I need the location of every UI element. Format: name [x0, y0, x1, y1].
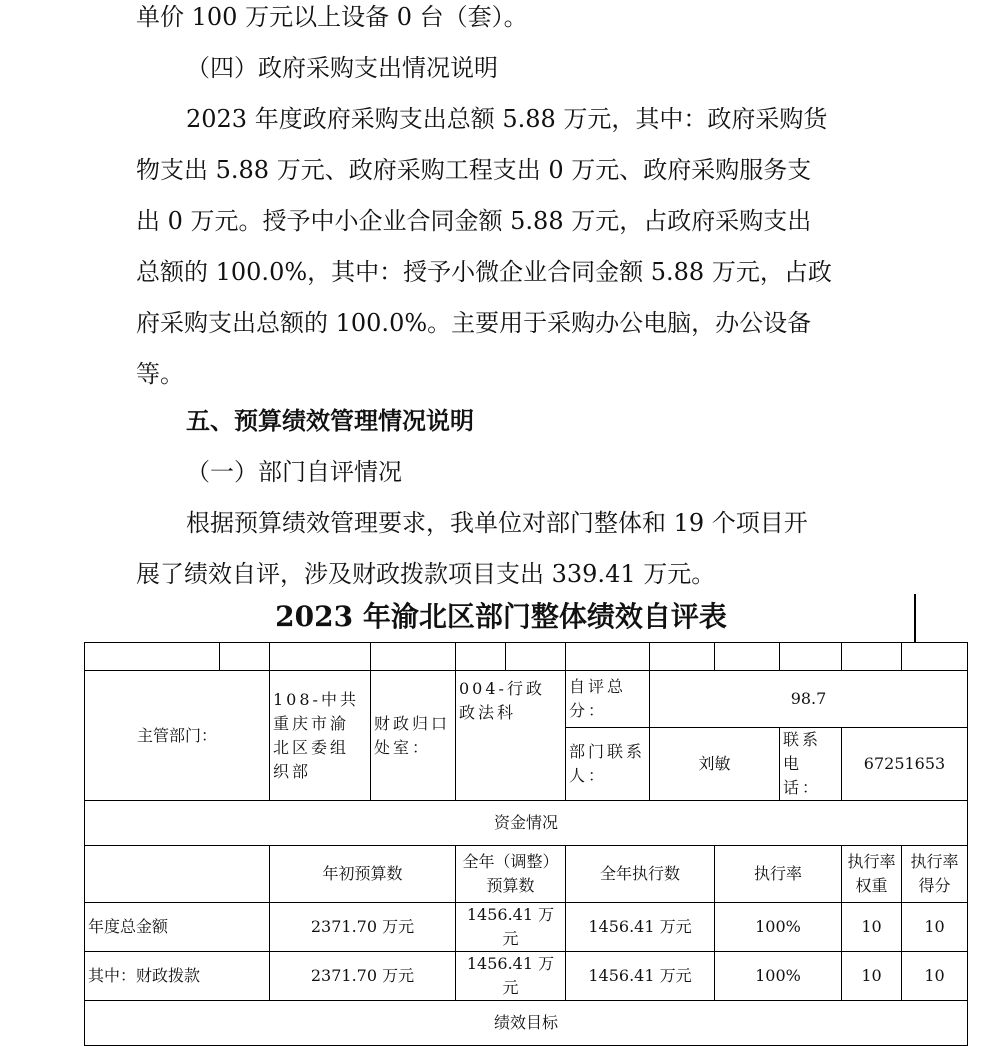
- blank-row: [85, 643, 968, 671]
- table-row: [85, 952, 968, 1001]
- funds-section-header: 资金情况: [85, 801, 968, 846]
- table-row: [85, 1001, 968, 1046]
- header-weight: 执行率权重: [842, 846, 902, 903]
- paragraph-line: 等。: [136, 360, 184, 388]
- table-row: [85, 903, 968, 952]
- cell-executed: 1456.41 万元: [566, 903, 715, 952]
- row-label: 年度总金额: [85, 903, 270, 952]
- header-adjusted-budget: 全年（调整）预算数: [456, 846, 566, 903]
- dept-value: 108-中共重庆市渝北区委组织部: [270, 671, 371, 801]
- table-title: 2023 年渝北区部门整体绩效自评表: [275, 600, 727, 633]
- contact-label: 部门联系人：: [566, 728, 650, 801]
- phone-value: 67251653: [842, 728, 968, 801]
- phone-label: 联系电话：: [780, 728, 842, 801]
- paragraph-line: 根据预算绩效管理要求，我单位对部门整体和 19 个项目开: [186, 509, 808, 537]
- row-label: 其中：财政拨款: [85, 952, 270, 1001]
- header-initial-budget: 年初预算数: [270, 846, 456, 903]
- header-blank: [85, 846, 270, 903]
- contact-value: 刘敏: [650, 728, 780, 801]
- table-row: [85, 671, 968, 728]
- cell-weight: 10: [842, 903, 902, 952]
- paragraph-line: 2023 年度政府采购支出总额 5.88 万元，其中：政府采购货: [186, 105, 828, 133]
- score-value: 98.7: [650, 671, 968, 728]
- dept-label: 主管部门：: [85, 671, 270, 801]
- cell-executed: 1456.41 万元: [566, 952, 715, 1001]
- subsection-heading: （一）部门自评情况: [186, 458, 402, 486]
- cell-rate: 100%: [715, 952, 842, 1001]
- goals-section-header: 绩效目标: [85, 1001, 968, 1046]
- table-frame-edge: [914, 594, 916, 642]
- finance-label: 财政归口处室：: [371, 671, 456, 801]
- header-score: 执行率得分: [902, 846, 968, 903]
- cell-weight: 10: [842, 952, 902, 1001]
- cell-score: 10: [902, 952, 968, 1001]
- paragraph-line: 单价 100 万元以上设备 0 台（套）。: [136, 3, 528, 31]
- cell-initial: 2371.70 万元: [270, 903, 456, 952]
- cell-score: 10: [902, 903, 968, 952]
- evaluation-table: [84, 642, 968, 1046]
- score-label: 自评总分：: [566, 671, 650, 728]
- paragraph-line: 总额的 100.0%，其中：授予小微企业合同金额 5.88 万元，占政: [136, 258, 832, 286]
- finance-value: 004-行政政法科: [456, 671, 566, 801]
- section-heading-5: 五、预算绩效管理情况说明: [186, 407, 474, 435]
- paragraph-line: 物支出 5.88 万元、政府采购工程支出 0 万元、政府采购服务支: [136, 156, 812, 184]
- paragraph-line: 府采购支出总额的 100.0%。主要用于采购办公电脑，办公设备: [136, 309, 812, 337]
- paragraph-line: 展了绩效自评，涉及财政拨款项目支出 339.41 万元。: [136, 560, 716, 588]
- cell-rate: 100%: [715, 903, 842, 952]
- cell-adjusted: 1456.41 万元: [456, 903, 566, 952]
- section-heading-4: （四）政府采购支出情况说明: [186, 54, 498, 82]
- table-header-row: [85, 846, 968, 903]
- table-row: [85, 801, 968, 846]
- header-executed: 全年执行数: [566, 846, 715, 903]
- cell-initial: 2371.70 万元: [270, 952, 456, 1001]
- paragraph-line: 出 0 万元。授予中小企业合同金额 5.88 万元，占政府采购支出: [136, 207, 812, 235]
- header-exec-rate: 执行率: [715, 846, 842, 903]
- cell-adjusted: 1456.41 万元: [456, 952, 566, 1001]
